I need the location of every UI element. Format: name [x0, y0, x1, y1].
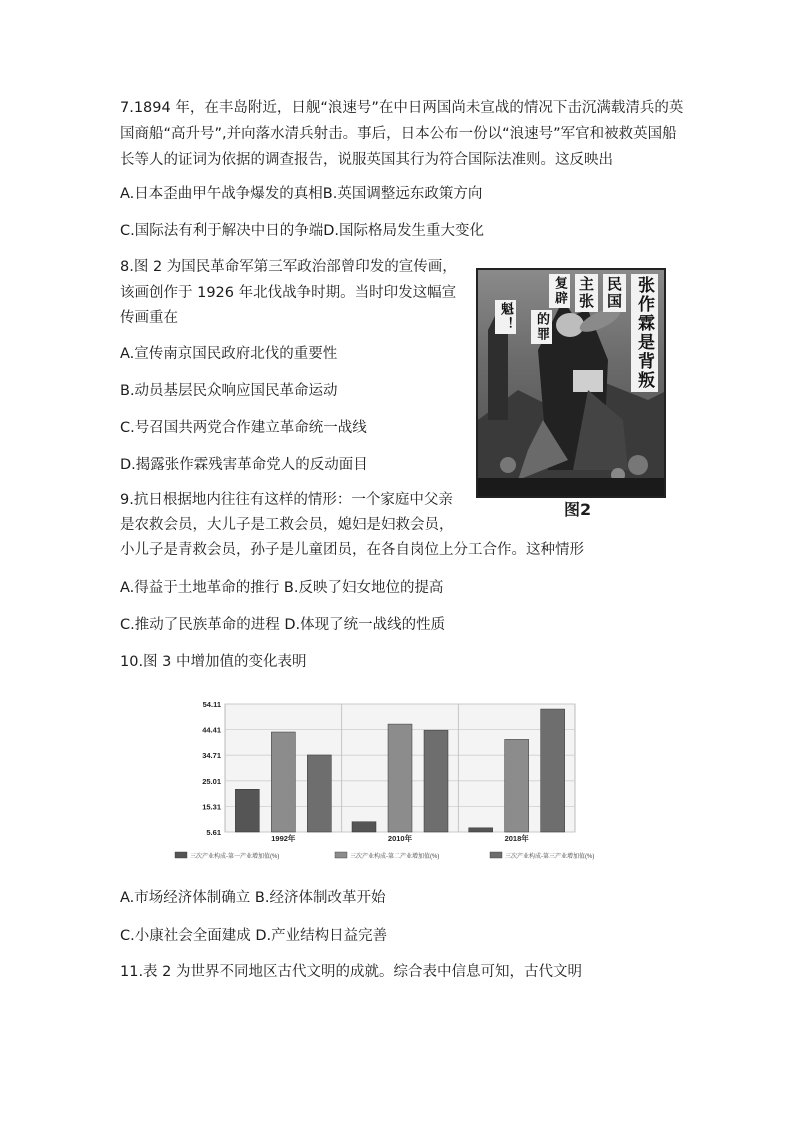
poster-slogan-col1: 张作霖是背叛 [631, 274, 658, 392]
q7-line-3: 长等人的证词为依据的调查报告，说服英国其行为符合国际法准则。这反映出 [120, 152, 613, 168]
q10-options-cd: C.小康社会全面建成 D.产业结构日益完善 [120, 928, 388, 944]
bar [541, 709, 565, 832]
propaganda-poster-image [476, 268, 666, 498]
q7-options-ab: A.日本歪曲甲午战争爆发的真相B.英国调整远东政策方向 [120, 186, 483, 202]
bar [388, 724, 412, 832]
y-tick-label: 34.71 [202, 751, 221, 761]
y-tick-label: 5.61 [206, 828, 221, 837]
q9-options-ab: A.得益于土地革命的推行 B.反映了妇女地位的提高 [120, 580, 444, 596]
q9-line-1: 9.抗日根据地内往往有这样的情形：一个家庭中父亲 [120, 492, 453, 508]
poster-slogan-col6: 魁！ [495, 300, 516, 334]
legend-swatch [490, 852, 502, 858]
poster-slogan-col3: 主张 [575, 274, 598, 312]
y-tick-label: 25.01 [202, 776, 221, 786]
legend-swatch [335, 852, 347, 858]
q10-stem: 10.图 3 中增加值的变化表明 [120, 654, 307, 670]
bar [235, 789, 259, 832]
q7-options-cd: C.国际法有利于解决中日的争端D.国际格局发生重大变化 [120, 223, 485, 239]
q7-line-1: 7.1894 年，在丰岛附近，日舰“浪速号”在中日两国尚未宣战的情况下击沉满载清兵的英 [120, 100, 684, 116]
y-tick-label: 44.41 [202, 725, 221, 735]
poster-slogan-col2: 民国 [603, 274, 626, 312]
industry-structure-bar-chart [170, 698, 620, 868]
legend-label: 三次产业构成-第二产业增加值(%) [350, 854, 440, 860]
bar [307, 755, 331, 832]
legend-label: 三次产业构成-第一产业增加值(%) [190, 854, 280, 860]
q8-option-a: A.宣传南京国民政府北伐的重要性 [120, 346, 338, 362]
q9-options-cd: C.推动了民族革命的进程 D.体现了统一战线的性质 [120, 617, 446, 633]
x-category-label: 2010年 [387, 834, 413, 843]
y-tick-label: 15.31 [202, 802, 221, 812]
bar [469, 828, 493, 832]
q7-line-2: 国商船“高升号”,并向落水清兵射击。事后，日本公布一份以“浪速号”军官和被救英国船 [120, 126, 677, 142]
poster-slogan-col5: 的罪 [531, 310, 552, 344]
q8-option-b: B.动员基层民众响应国民革命运动 [120, 383, 338, 399]
legend-label: 三次产业构成-第三产业增加值(%) [505, 854, 595, 860]
bar [271, 732, 295, 832]
q8-option-c: C.号召国共两党合作建立革命统一战线 [120, 420, 367, 436]
q9-line-2: 是农救会员，大儿子是工救会员，媳妇是妇救会员， [120, 517, 454, 533]
x-category-label: 1992年 [271, 834, 296, 843]
q8-option-d: D.揭露张作霖残害革命党人的反动面目 [120, 457, 368, 473]
bar [352, 822, 376, 832]
q8-line-2: 该画创作于 1926 年北伐战争时期。当时印发这幅宣 [120, 285, 457, 301]
y-tick-label: 54.11 [202, 700, 221, 709]
bar [424, 730, 448, 832]
poster-slogan-col4: 复辟 [549, 274, 570, 308]
legend-swatch [175, 852, 187, 858]
q9-line-3: 小儿子是青救会员，孙子是儿童团员，在各自岗位上分工合作。这种情形 [120, 542, 584, 558]
bar [505, 739, 529, 832]
q8-line-1: 8.图 2 为国民革命军第三军政治部曾印发的宣传画， [120, 259, 457, 275]
x-category-label: 2018年 [504, 834, 529, 843]
poster-footer-band [478, 478, 664, 496]
q10-options-ab: A.市场经济体制确立 B.经济体制改革开始 [120, 890, 386, 906]
q8-line-3: 传画重在 [120, 310, 178, 326]
q11-stem: 11.表 2 为世界不同地区古代文明的成就。综合表中信息可知，古代文明 [120, 964, 583, 980]
figure-2-caption: 图2 [564, 500, 592, 519]
